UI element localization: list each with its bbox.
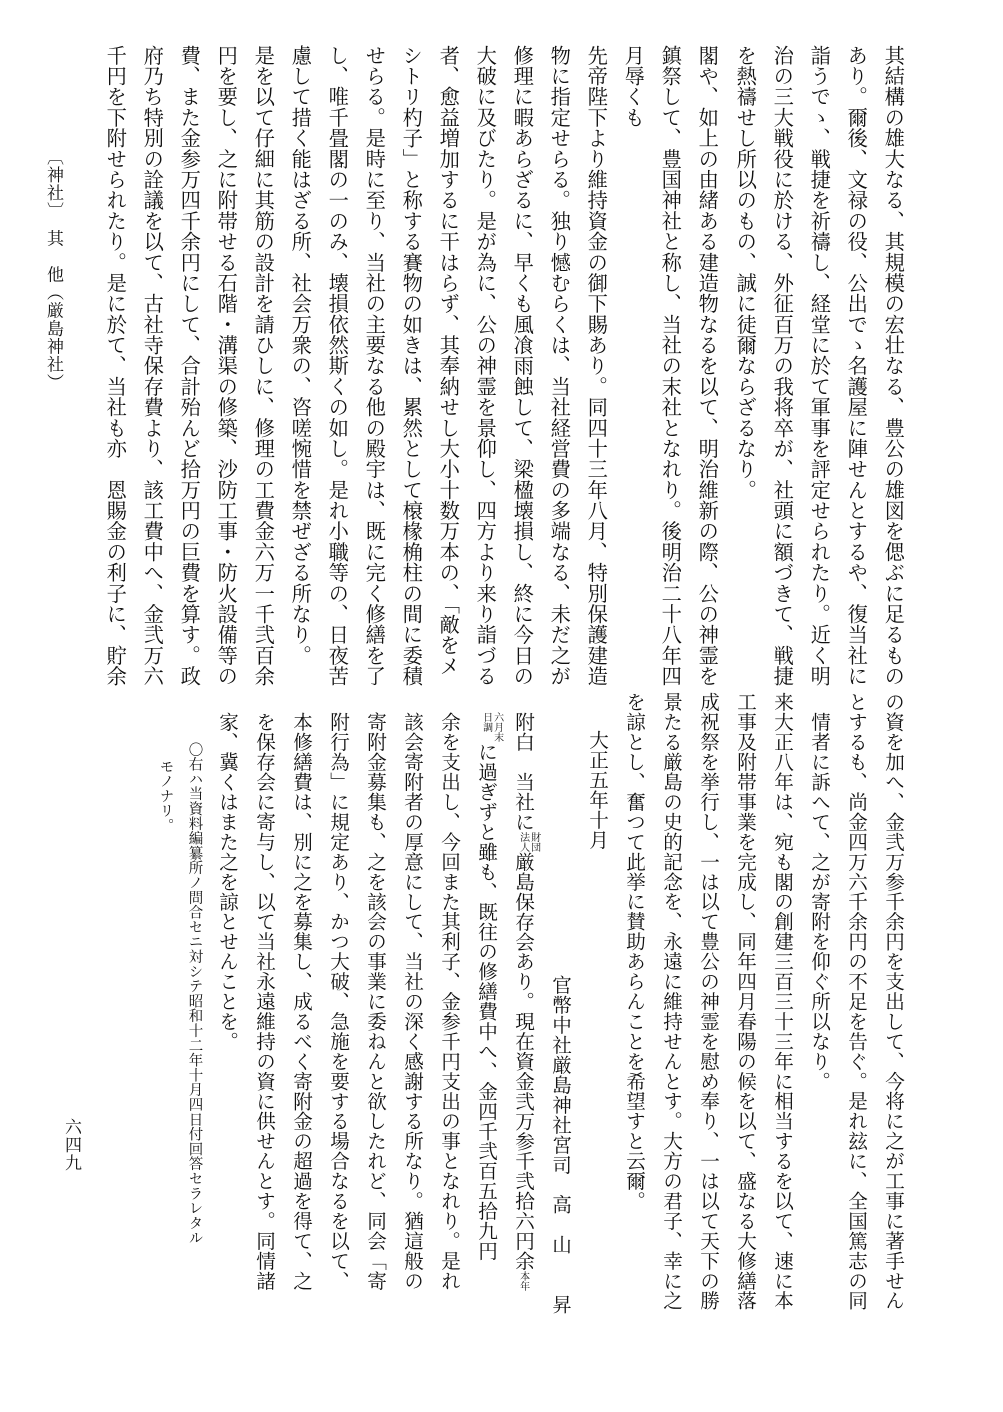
upper-column-17: 慮して措く能はざる所、社会万衆の、咨嗟惋惜を禁ぜざる所なり。 [288, 45, 313, 666]
upper-column-22: 千円を下附せられたり。是に於て、当社も亦 恩賜金の利子に、貯余 [103, 45, 128, 687]
inline-note-zaidan: 財団 法人 [517, 831, 540, 852]
appendix-column-2 [476, 712, 503, 1292]
upper-column-18: 是を以て仔細に其筋の設計を請ひしに、修理の工費金六万一千弐百余 [251, 45, 276, 687]
lower-column-6: 成祝祭を挙行し、一は以て豊公の神霊を慰め奉り、一は以て天下の勝 [696, 692, 720, 1311]
appendix-column-4: 該会寄附者の厚意にして、当社の深く感謝する所なり。猶這般の [400, 712, 424, 1291]
appendix-column-3: 余を支出し、今回また其利子、金参千円支出の事となれり。是れ [437, 712, 461, 1291]
lower-column-5: 工事及附帯事業を完成し、同年四月春陽の候を以て、盛なる大修繕落 [733, 692, 757, 1311]
appendix-text: 厳島保存会あり。現在資金弐万参千弐拾六円余 [511, 851, 535, 1271]
note-line-2: モノナリ。 [157, 759, 174, 833]
upper-column-6: 閣や、如上の由緒ある建造物なるを以て、明治維新の際、公の神霊を [695, 45, 720, 687]
date-line: 大正五年十月 [585, 730, 609, 850]
upper-column-9: 先帝陛下より維持資金の御下賜あり。同四十三年八月、特別保護建造 [584, 45, 609, 687]
inline-note-honnen: 本年 [517, 1270, 529, 1291]
upper-column-4: 治の三大戦役に於ける、外征百万の我将卒が、社頭に額づきて、戦捷 [770, 45, 795, 687]
upper-column-12: 大破に及びたり。是が為に、公の神霊を景仰し、四方より来り詣づる [473, 45, 498, 687]
appendix-column-9: 家、冀くはまた之を諒とせんことを。 [215, 712, 239, 1052]
upper-column-15: せらる。是時に至り、当社の主要なる他の殿宇は、既に完く修繕を了 [362, 45, 387, 687]
upper-column-5: を熱禱せし所以のもの、誠に徒爾ならざるなり。 [733, 45, 758, 501]
appendix-column-7: 本修繕費は、別に之を募集し、成るべく寄附金の超過を得て、之 [289, 712, 313, 1291]
lower-column-1: の資を加へ、金弐万参千余円を支出して、今将に之が工事に著手せん [881, 692, 905, 1311]
appendix-column-8: を保存会に寄与し、以て当社永遠維持の資に供せんとす。同情諸 [252, 712, 276, 1291]
appendix-column-1 [513, 712, 540, 1292]
inline-note-date: 六月末 日調 [480, 712, 503, 742]
page-number: 六四九 [61, 1118, 81, 1172]
upper-column-11: 修理に暇あらざるに、早くも風飡雨蝕して、梁楹壊損し、終に今日の [510, 45, 535, 687]
running-head: 〔神社〕 其 他（厳島神社） [43, 148, 63, 392]
lower-column-7: 景たる厳島の史的記念を、永遠に維持せんとす。大方の君子、幸に之 [659, 692, 683, 1311]
upper-column-3: 詣うでゝ、戦捷を祈禱し、経堂に於て軍事を評定せられたり。近く明 [807, 45, 832, 687]
appendix-text: に過ぎずと雖も、既往の修繕費中へ、金四千弐百五拾九円 [474, 742, 498, 1261]
upper-column-20: 費、また金参万四千余円にして、合計殆んど拾万円の巨費を算す。政 [177, 45, 202, 687]
lower-column-4: 来大正八年は、宛も閣の創建三百三十三年に相当するを以て、速に本 [770, 692, 794, 1311]
upper-column-2: あり。爾後、文禄の役、公出でゝ名護屋に陣せんとするや、復当社に [844, 45, 869, 687]
lower-column-8: を諒とし、奮つて此挙に賛助あらんことを希望すと云爾。 [622, 692, 646, 1211]
upper-column-1: 其結構の雄大なる、其規模の宏壮なる、豊公の雄図を偲ぶに足るもの [881, 45, 906, 687]
signature: 官幣中社厳島神社宮司 高 山 昇 [548, 975, 572, 1315]
upper-column-19: 円を要し、之に附帯せる石階・溝渠の修築、沙防工事・防火設備等の [214, 45, 239, 687]
appendix-lead: 附白 当社に [511, 712, 535, 832]
upper-column-21: 府乃ち特別の詮議を以て、古社寺保存費より、該工費中へ、金弐万六 [140, 45, 165, 687]
appendix-column-5: 寄附金募集も、之を該会の事業に委ねんと欲したれど、同会「寄 [363, 712, 387, 1291]
upper-column-7: 鎮祭して、豊国神社と称し、当社の末社となれり。後明治二十八年四 [658, 45, 683, 687]
upper-column-10: 物に指定せらる。独り憾むらくは、当社経営費の多端なる、未だ之が [547, 45, 572, 687]
lower-column-3: 情者に訴へて、之が寄附を仰ぐ所以なり。 [807, 712, 831, 1092]
note-line-1: 〇右ハ当資料編纂所ノ問合セニ対シテ昭和十二年十月四日付回答セラレタル [186, 742, 203, 1246]
upper-column-14: シトリ杓子」と称する賽物の如きは、累然として榱椽桷柱の間に委積 [399, 45, 424, 687]
upper-column-16: し、唯千畳閣の一のみ、壊損依然斯くの如し。是れ小職等の、日夜苦 [325, 45, 350, 687]
appendix-column-6: 附行為」に規定あり、かつ大破、急施を要する場合なるを以て、 [326, 712, 350, 1291]
lower-column-2: とするも、尚金四万六千余円の不足を告ぐ。是れ玆に、全国篤志の同 [844, 692, 868, 1311]
upper-column-8: 月辱くも [621, 45, 646, 128]
upper-column-13: 者、愈益増加するに干はらず、其奉納せし大小十数万本の、「敵をメ [436, 45, 461, 677]
